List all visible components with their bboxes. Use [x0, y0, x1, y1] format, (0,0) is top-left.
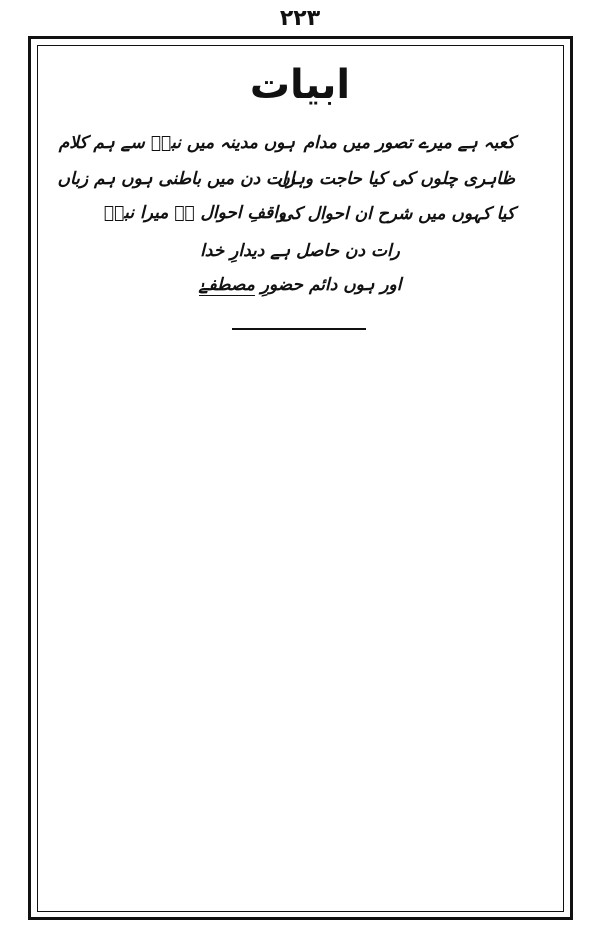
page-number: ۲۲۳ [279, 6, 321, 31]
couplet-3-second-line: واقفِ احوال ہے میرا نبیؐ [103, 203, 287, 223]
closing-line-2 [0, 274, 600, 295]
couplet-1-second-line: ہوں مدینہ میں نبیؐ سے ہم کلام [58, 133, 295, 153]
closing-line-2-underlined-word: مصطفےٰ [198, 275, 255, 295]
couplet-3-first-line: کیا کہوں میں شرح ان احوال کی [279, 204, 515, 224]
couplet-1-first-line: کعبہ ہے میرے تصور میں مدام [303, 133, 515, 153]
closing-line-2-prefix: اور ہوں دائم حضورِ [260, 275, 402, 295]
closing-line-1: رات دن حاصل ہے دیدارِ خدا [200, 241, 400, 261]
page-title: ابیات [249, 62, 351, 108]
section-divider [232, 328, 366, 330]
couplet-2-first-line: ظاہری چلوں کی کیا حاجت وہاں [277, 169, 515, 189]
couplet-2-second-line: رات دن میں باطنی ہوں ہم زباں [57, 169, 295, 189]
